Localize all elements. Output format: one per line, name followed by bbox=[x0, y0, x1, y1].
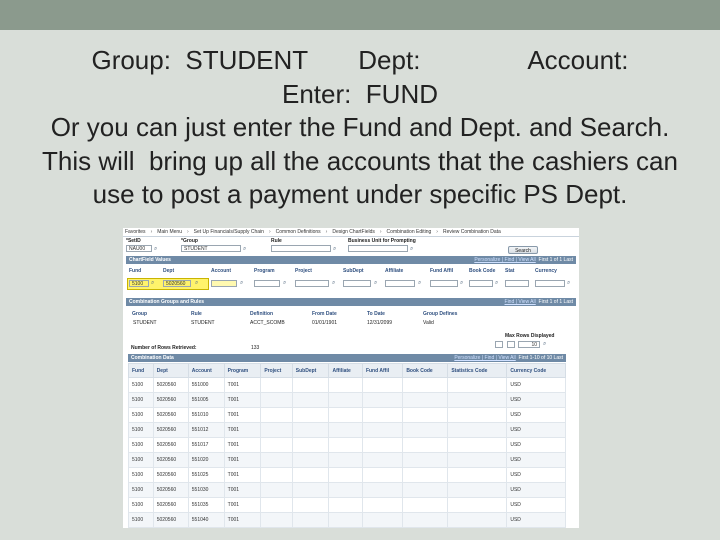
group-label: *Group bbox=[181, 238, 198, 244]
chartfield-values-title: ChartField Values bbox=[129, 257, 171, 263]
combo-definition-cell: ACCT_SCOMB bbox=[250, 320, 285, 326]
table-cell: T001 bbox=[224, 438, 261, 453]
table-cell: T001 bbox=[224, 408, 261, 423]
table-cell: USD bbox=[507, 513, 566, 528]
table-cell bbox=[448, 438, 507, 453]
rule-label: Rule bbox=[271, 238, 282, 244]
table-cell bbox=[329, 378, 362, 393]
table-cell: 5100 bbox=[129, 468, 154, 483]
table-cell: USD bbox=[507, 438, 566, 453]
slide-caption bbox=[0, 44, 720, 212]
table-cell: 5020560 bbox=[153, 483, 188, 498]
fund-field[interactable]: 5100 bbox=[129, 280, 149, 287]
table-cell: 551012 bbox=[188, 423, 224, 438]
stat-field[interactable] bbox=[505, 280, 529, 287]
table-cell: 5020560 bbox=[153, 438, 188, 453]
table-cell bbox=[261, 498, 292, 513]
program-field[interactable] bbox=[254, 280, 280, 287]
table-cell: 551010 bbox=[188, 408, 224, 423]
table-cell bbox=[403, 483, 448, 498]
table-row bbox=[129, 378, 566, 393]
table-row bbox=[129, 513, 566, 528]
table-cell bbox=[329, 438, 362, 453]
table-cell: 5100 bbox=[129, 513, 154, 528]
table-cell bbox=[362, 393, 402, 408]
table-cell: USD bbox=[507, 393, 566, 408]
table-cell bbox=[292, 468, 329, 483]
table-cell bbox=[403, 453, 448, 468]
combination-groups-header bbox=[126, 298, 576, 306]
table-cell bbox=[292, 423, 329, 438]
table-cell: USD bbox=[507, 498, 566, 513]
combination-data-body bbox=[129, 378, 566, 528]
combination-groups-nav[interactable]: Find | View All bbox=[504, 299, 536, 305]
magnifier-icon[interactable]: ⌕ bbox=[243, 246, 247, 252]
table-cell: USD bbox=[507, 453, 566, 468]
col-dept: Dept bbox=[153, 364, 188, 378]
table-cell bbox=[329, 513, 362, 528]
col-fund: Fund bbox=[129, 364, 154, 378]
table-cell bbox=[362, 483, 402, 498]
table-cell bbox=[403, 423, 448, 438]
table-cell bbox=[362, 498, 402, 513]
business-unit-field[interactable] bbox=[348, 245, 408, 252]
table-cell bbox=[448, 378, 507, 393]
table-cell bbox=[292, 513, 329, 528]
table-cell bbox=[261, 513, 292, 528]
table-cell bbox=[448, 453, 507, 468]
combo-from-date-cell: 01/01/1901 bbox=[312, 320, 338, 326]
table-row bbox=[129, 393, 566, 408]
table-cell: 551040 bbox=[188, 513, 224, 528]
table-cell: 5100 bbox=[129, 438, 154, 453]
table-cell: 5020560 bbox=[153, 453, 188, 468]
table-cell bbox=[362, 513, 402, 528]
table-cell bbox=[362, 378, 402, 393]
table-cell: 551000 bbox=[188, 378, 224, 393]
table-header-row bbox=[129, 364, 566, 378]
magnifier-icon[interactable]: ⌕ bbox=[410, 246, 414, 252]
table-cell: USD bbox=[507, 378, 566, 393]
table-cell: 5100 bbox=[129, 393, 154, 408]
magnifier-icon[interactable]: ⌕ bbox=[151, 280, 155, 286]
caption-line-5: use to post a payment under specific PS Dept. bbox=[92, 179, 628, 209]
col-subdept: SubDept bbox=[343, 268, 364, 274]
table-cell bbox=[261, 378, 292, 393]
table-cell: 5020560 bbox=[153, 513, 188, 528]
col-book-code: Book Code bbox=[469, 268, 496, 274]
affiliate-field[interactable] bbox=[385, 280, 415, 287]
max-rows-field[interactable]: 10 bbox=[518, 341, 540, 348]
table-cell bbox=[403, 498, 448, 513]
combination-data-pager[interactable]: First 1-10 of 10 Last bbox=[518, 355, 563, 361]
col-group-defines: Group Defines bbox=[423, 311, 458, 317]
table-cell: 551005 bbox=[188, 393, 224, 408]
table-cell bbox=[329, 453, 362, 468]
table-cell: 5100 bbox=[129, 498, 154, 513]
col-to-date: To Date bbox=[367, 311, 385, 317]
table-cell: T001 bbox=[224, 423, 261, 438]
table-cell bbox=[261, 453, 292, 468]
table-cell bbox=[329, 423, 362, 438]
col-statistics-code: Statistics Code bbox=[448, 364, 507, 378]
table-cell bbox=[329, 408, 362, 423]
max-rows-minus[interactable] bbox=[495, 341, 503, 348]
table-row bbox=[129, 498, 566, 513]
col-from-date: From Date bbox=[312, 311, 337, 317]
rows-retrieved-value: 133 bbox=[251, 345, 260, 351]
table-cell bbox=[261, 423, 292, 438]
table-cell bbox=[292, 498, 329, 513]
table-cell: 551025 bbox=[188, 468, 224, 483]
table-cell bbox=[329, 393, 362, 408]
table-cell bbox=[448, 483, 507, 498]
table-row bbox=[129, 438, 566, 453]
setid-field[interactable]: NAU00 bbox=[126, 245, 152, 252]
magnifier-icon[interactable]: ⌕ bbox=[495, 280, 499, 286]
breadcrumb-item[interactable]: Main Menu bbox=[157, 229, 182, 235]
col-group: Group bbox=[132, 311, 147, 317]
table-cell bbox=[403, 378, 448, 393]
table-cell bbox=[292, 393, 329, 408]
col-account: Account bbox=[188, 364, 224, 378]
col-project: Project bbox=[295, 268, 312, 274]
rule-field[interactable] bbox=[271, 245, 331, 252]
col-book-code: Book Code bbox=[403, 364, 448, 378]
col-stat: Stat bbox=[505, 268, 515, 274]
magnifier-icon[interactable]: ⌕ bbox=[283, 280, 287, 286]
table-cell bbox=[362, 423, 402, 438]
table-cell: T001 bbox=[224, 393, 261, 408]
breadcrumb-item[interactable]: Favorites bbox=[125, 229, 146, 235]
project-field[interactable] bbox=[295, 280, 329, 287]
table-cell bbox=[292, 453, 329, 468]
subdept-field[interactable] bbox=[343, 280, 371, 287]
col-currency-code: Currency Code bbox=[507, 364, 566, 378]
combination-groups-pager[interactable]: First 1 of 1 Last bbox=[538, 299, 573, 305]
combo-rule-cell: STUDENT bbox=[191, 320, 215, 326]
combination-data-header bbox=[128, 354, 566, 362]
col-dept: Dept bbox=[163, 268, 175, 274]
max-rows-plus[interactable] bbox=[507, 341, 515, 348]
table-cell bbox=[448, 408, 507, 423]
table-row bbox=[129, 408, 566, 423]
table-row bbox=[129, 423, 566, 438]
col-project: Project bbox=[261, 364, 292, 378]
combo-to-date-cell: 12/31/2099 bbox=[367, 320, 393, 326]
max-rows-label: Max Rows Displayed bbox=[505, 333, 555, 339]
combination-data-nav[interactable]: Personalize | Find | View All bbox=[454, 355, 516, 361]
col-currency: Currency bbox=[535, 268, 557, 274]
rows-retrieved-label: Number of Rows Retrieved: bbox=[131, 345, 197, 351]
table-cell bbox=[403, 408, 448, 423]
account-field[interactable] bbox=[211, 280, 237, 287]
magnifier-icon[interactable]: ⌕ bbox=[154, 246, 158, 252]
magnifier-icon[interactable]: ⌕ bbox=[195, 280, 199, 286]
table-cell: USD bbox=[507, 423, 566, 438]
table-cell: 551017 bbox=[188, 438, 224, 453]
table-cell: 5020560 bbox=[153, 468, 188, 483]
table-cell: 5100 bbox=[129, 378, 154, 393]
table-cell: USD bbox=[507, 483, 566, 498]
col-affiliate: Affiliate bbox=[385, 268, 404, 274]
table-cell: 551030 bbox=[188, 483, 224, 498]
table-cell bbox=[448, 423, 507, 438]
search-button[interactable]: Search bbox=[508, 246, 538, 254]
magnifier-icon[interactable]: ⌕ bbox=[332, 280, 336, 286]
table-cell: T001 bbox=[224, 513, 261, 528]
table-cell bbox=[329, 498, 362, 513]
slide-top-bar bbox=[0, 0, 720, 30]
setid-label: *SetID bbox=[126, 238, 141, 244]
table-cell bbox=[403, 513, 448, 528]
col-subdept: SubDept bbox=[292, 364, 329, 378]
table-cell: 551035 bbox=[188, 498, 224, 513]
peoplesoft-screenshot bbox=[123, 228, 579, 528]
caption-line-4: This will bring up all the accounts that the cashiers can bbox=[42, 145, 678, 176]
col-affiliate: Affiliate bbox=[329, 364, 362, 378]
table-cell bbox=[403, 393, 448, 408]
col-rule: Rule bbox=[191, 311, 202, 317]
table-cell: USD bbox=[507, 408, 566, 423]
table-cell: 5100 bbox=[129, 483, 154, 498]
magnifier-icon[interactable]: ⌕ bbox=[567, 280, 571, 286]
chartfield-values-nav[interactable]: Personalize | Find | View All bbox=[474, 257, 536, 263]
table-cell bbox=[362, 408, 402, 423]
business-unit-label: Business Unit for Prompting bbox=[348, 238, 416, 244]
table-cell bbox=[403, 468, 448, 483]
chartfield-values-header bbox=[126, 256, 576, 264]
magnifier-icon[interactable]: ⌕ bbox=[374, 280, 378, 286]
table-cell bbox=[362, 453, 402, 468]
chartfield-values-pager[interactable]: First 1 of 1 Last bbox=[538, 257, 573, 263]
table-cell bbox=[448, 498, 507, 513]
dept-field[interactable]: 5020560 bbox=[163, 280, 191, 287]
table-cell bbox=[292, 483, 329, 498]
breadcrumb-item[interactable]: Common Definitions bbox=[275, 229, 321, 235]
table-cell bbox=[329, 468, 362, 483]
table-cell bbox=[448, 468, 507, 483]
combination-data-table bbox=[128, 363, 566, 528]
table-cell bbox=[329, 483, 362, 498]
table-cell bbox=[362, 438, 402, 453]
combination-groups-title: Combination Groups and Rules bbox=[129, 299, 205, 305]
fund-affil-field[interactable] bbox=[430, 280, 458, 287]
caption-line-1: Group: STUDENT Dept: Account: bbox=[91, 45, 629, 75]
table-row bbox=[129, 468, 566, 483]
table-cell bbox=[448, 513, 507, 528]
table-cell bbox=[292, 408, 329, 423]
combination-data-title: Combination Data bbox=[131, 355, 174, 361]
table-cell bbox=[261, 468, 292, 483]
table-cell: T001 bbox=[224, 468, 261, 483]
magnifier-icon[interactable]: ⌕ bbox=[240, 280, 244, 286]
table-cell bbox=[362, 468, 402, 483]
table-cell: T001 bbox=[224, 453, 261, 468]
table-cell bbox=[261, 438, 292, 453]
table-cell: 5020560 bbox=[153, 498, 188, 513]
table-cell: T001 bbox=[224, 498, 261, 513]
caption-line-3: Or you can just enter the Fund and Dept. and Search. bbox=[50, 112, 670, 142]
col-account: Account bbox=[211, 268, 231, 274]
table-row bbox=[129, 453, 566, 468]
magnifier-icon[interactable]: ⌕ bbox=[418, 280, 422, 286]
table-cell bbox=[292, 438, 329, 453]
magnifier-icon[interactable]: ⌕ bbox=[333, 246, 337, 252]
combo-group-cell: STUDENT bbox=[133, 320, 157, 326]
group-field[interactable]: STUDENT bbox=[181, 245, 241, 252]
table-cell bbox=[261, 393, 292, 408]
table-cell bbox=[292, 378, 329, 393]
col-fund: Fund bbox=[129, 268, 142, 274]
table-cell bbox=[448, 393, 507, 408]
table-cell: T001 bbox=[224, 483, 261, 498]
table-cell bbox=[403, 438, 448, 453]
magnifier-icon[interactable]: ⌕ bbox=[460, 280, 464, 286]
table-cell: 5020560 bbox=[153, 423, 188, 438]
breadcrumb-item[interactable]: Review Combination Data bbox=[442, 229, 501, 235]
table-cell: USD bbox=[507, 468, 566, 483]
breadcrumb: Favorites › Main Menu › Set Up Financials/Supply Chain › Common Definitions › Design ChartFields › Combination Editing › Review Combination Data bbox=[123, 228, 579, 237]
col-fund-affil: Fund Affil bbox=[362, 364, 402, 378]
table-cell: 5100 bbox=[129, 408, 154, 423]
book-code-field[interactable] bbox=[469, 280, 493, 287]
table-cell: 5100 bbox=[129, 423, 154, 438]
caption-line-2: Enter: FUND bbox=[281, 78, 439, 109]
breadcrumb-item[interactable]: Combination Editing bbox=[386, 229, 432, 235]
table-cell: 5020560 bbox=[153, 378, 188, 393]
table-cell: T001 bbox=[224, 378, 261, 393]
breadcrumb-item[interactable]: Design ChartFields bbox=[332, 229, 375, 235]
table-cell: 5020560 bbox=[153, 408, 188, 423]
table-cell: 551020 bbox=[188, 453, 224, 468]
col-fund-affil: Fund Affil bbox=[430, 268, 454, 274]
table-cell bbox=[261, 408, 292, 423]
magnifier-icon[interactable]: ⌕ bbox=[543, 341, 547, 347]
combo-group-defines-cell: Valid bbox=[423, 320, 434, 326]
table-cell bbox=[261, 483, 292, 498]
col-definition: Definition bbox=[250, 311, 274, 317]
currency-field[interactable] bbox=[535, 280, 565, 287]
breadcrumb-item[interactable]: Set Up Financials/Supply Chain bbox=[193, 229, 264, 235]
table-cell: 5100 bbox=[129, 453, 154, 468]
col-program: Program bbox=[224, 364, 261, 378]
table-cell: 5020560 bbox=[153, 393, 188, 408]
table-row bbox=[129, 483, 566, 498]
col-program: Program bbox=[254, 268, 275, 274]
